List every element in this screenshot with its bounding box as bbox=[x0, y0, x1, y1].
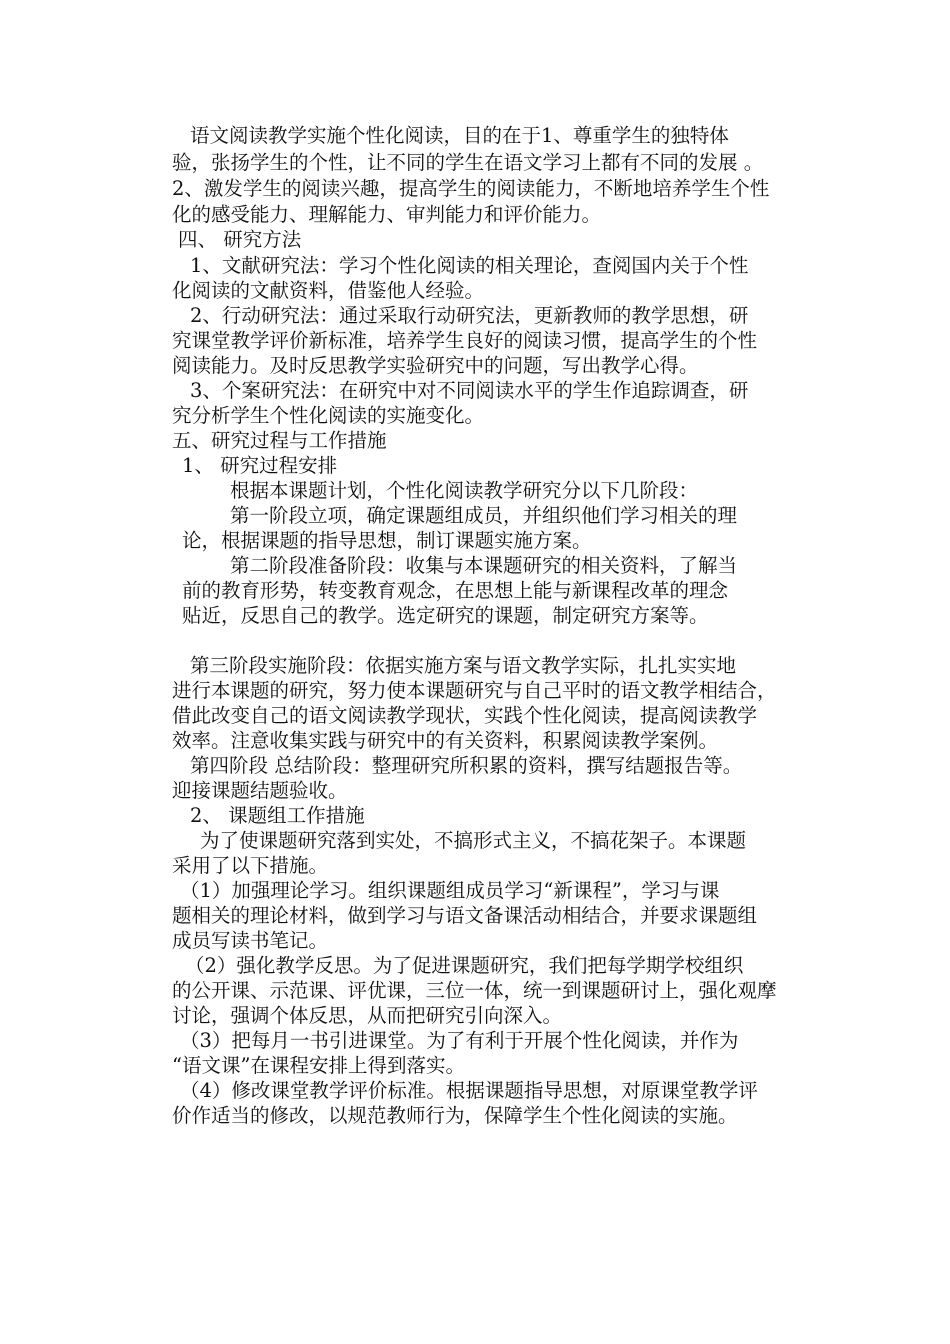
text-line: 根据本课题计划，个性化阅读教学研究分以下几阶段： bbox=[230, 479, 699, 502]
text-line: （3）把每月一书引进课堂。为了有利于开展个性化阅读，并作为 bbox=[180, 1029, 739, 1052]
text-line: “语文课”在课程安排上得到落实。 bbox=[172, 1054, 465, 1077]
text-line: （4）修改课堂教学评价标准。根据课题指导思想，对原课堂教学评 bbox=[180, 1079, 758, 1102]
text-line: 第三阶段实施阶段：依据实施方案与语文教学实际，扎扎实实地 bbox=[190, 654, 737, 677]
text-line: （1）加强理论学习。组织课题组成员学习“新课程”，学习与课 bbox=[180, 879, 720, 902]
section-heading: 五、研究过程与工作措施 bbox=[172, 429, 387, 452]
text-line: （2）强化教学反思。为了促进课题研究，我们把每学期学校组织 bbox=[185, 954, 744, 977]
subsection-heading: 2、 课题组工作措施 bbox=[190, 804, 365, 827]
text-line: 化阅读的文献资料，借鉴他人经验。 bbox=[172, 279, 485, 302]
text-line: 效率。注意收集实践与研究中的有关资料，积累阅读教学案例。 bbox=[172, 729, 719, 752]
text-line: 价作适当的修改，以规范教师行为，保障学生个性化阅读的实施。 bbox=[172, 1104, 738, 1127]
text-line: 讨论，强调个体反思，从而把研究引向深入。 bbox=[172, 1004, 563, 1027]
text-line: 1、文献研究法：学习个性化阅读的相关理论，查阅国内关于个性 bbox=[190, 254, 749, 277]
text-line: 第四阶段 总结阶段：整理研究所积累的资料，撰写结题报告等。 bbox=[190, 754, 743, 777]
text-line: 采用了以下措施。 bbox=[172, 854, 329, 877]
text-line: 论，根据课题的指导思想，制订课题实施方案。 bbox=[182, 529, 592, 552]
text-line: 迎接课题结题验收。 bbox=[172, 779, 348, 802]
section-heading: 四、 研究方法 bbox=[178, 228, 302, 251]
text-line: 究课堂教学评价新标准，培养学生良好的阅读习惯，提高学生的个性 bbox=[172, 329, 758, 352]
text-line: 进行本课题的研究，努力使本课题研究与自己平时的语文教学相结合， bbox=[172, 679, 777, 702]
subsection-heading: 1、 研究过程安排 bbox=[182, 454, 338, 477]
text-line: 3、个案研究法：在研究中对不同阅读水平的学生作追踪调查，研 bbox=[190, 379, 749, 402]
text-line: 为了使课题研究落到实处，不搞形式主义，不搞花架子。本课题 bbox=[200, 829, 747, 852]
text-line: 验，张扬学生的个性，让不同的学生在语文学习上都有不同的发展 。 bbox=[172, 151, 764, 174]
text-line: 的公开课、示范课、评优课，三位一体，统一到课题研讨上，强化观摩 bbox=[172, 979, 777, 1002]
text-line: 阅读能力。及时反思教学实验研究中的问题，写出教学心得。 bbox=[172, 354, 699, 377]
text-line: 前的教育形势，转变教育观念，在思想上能与新课程改革的理念 bbox=[182, 579, 729, 602]
text-line: 究分析学生个性化阅读的实施变化。 bbox=[172, 404, 485, 427]
text-line: 语文阅读教学实施个性化阅读，目的在于1、尊重学生的独特体 bbox=[190, 124, 729, 147]
text-line: 化的感受能力、理解能力、审判能力和评价能力。 bbox=[172, 203, 602, 226]
text-line: 借此改变自己的语文阅读教学现状，实践个性化阅读，提高阅读教学 bbox=[172, 704, 758, 727]
text-line: 2、行动研究法：通过采取行动研究法，更新教师的教学思想，研 bbox=[190, 304, 749, 327]
text-line: 贴近，反思自己的教学。选定研究的课题，制定研究方案等。 bbox=[182, 604, 709, 627]
text-line: 成员写读书笔记。 bbox=[172, 929, 329, 952]
text-line: 第一阶段立项，确定课题组成员，并组织他们学习相关的理 bbox=[230, 504, 738, 527]
text-line: 第二阶段准备阶段：收集与本课题研究的相关资料，了解当 bbox=[230, 554, 738, 577]
text-line: 题相关的理论材料，做到学习与语文备课活动相结合，并要求课题组 bbox=[172, 904, 758, 927]
text-line: 2、激发学生的阅读兴趣，提高学生的阅读能力，不断地培养学生个性 bbox=[172, 177, 770, 200]
